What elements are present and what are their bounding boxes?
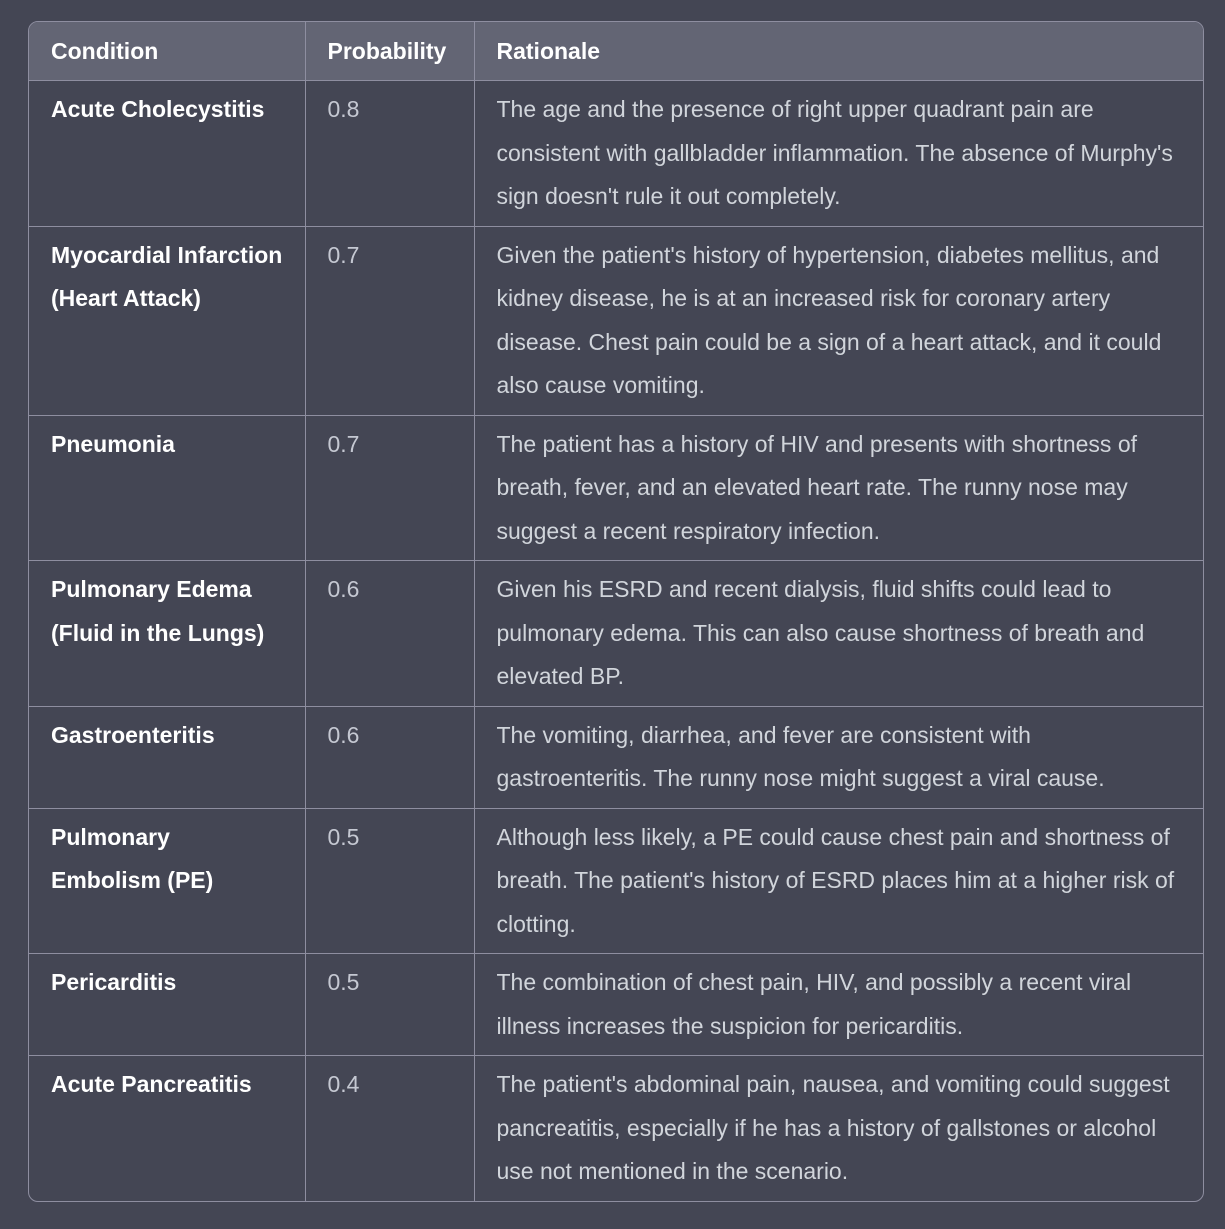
header-condition: Condition — [29, 22, 305, 81]
differential-diagnosis-table-container — [28, 21, 1204, 1202]
table-row — [29, 954, 1203, 1056]
header-probability: Probability — [305, 22, 474, 81]
rationale-cell: Although less likely, a PE could cause chest pain and shortness of breath. The patient's history of ESRD places him at a higher risk of clotting. — [474, 808, 1203, 954]
table-row — [29, 415, 1203, 561]
condition-cell: Acute Pancreatitis — [29, 1056, 305, 1201]
header-row — [29, 22, 1203, 81]
rationale-cell: The patient has a history of HIV and presents with shortness of breath, fever, and an elevated heart rate. The runny nose may suggest a recent respiratory infection. — [474, 415, 1203, 561]
rationale-cell: The vomiting, diarrhea, and fever are consistent with gastroenteritis. The runny nose might suggest a viral cause. — [474, 706, 1203, 808]
probability-cell: 0.5 — [305, 808, 474, 954]
rationale-cell: The age and the presence of right upper quadrant pain are consistent with gallbladder inflammation. The absence of Murphy's sign doesn't rule it out completely. — [474, 81, 1203, 227]
probability-cell: 0.7 — [305, 226, 474, 415]
condition-cell: Pericarditis — [29, 954, 305, 1056]
probability-cell: 0.6 — [305, 561, 474, 707]
condition-cell: Acute Cholecystitis — [29, 81, 305, 227]
probability-cell: 0.7 — [305, 415, 474, 561]
table-row — [29, 81, 1203, 227]
probability-cell: 0.5 — [305, 954, 474, 1056]
table-body — [29, 81, 1203, 1201]
table-row — [29, 561, 1203, 707]
rationale-cell: The patient's abdominal pain, nausea, and vomiting could suggest pancreatitis, especially if he has a history of gallstones or alcohol use not mentioned in the scenario. — [496, 1071, 1170, 1184]
rationale-cell: Given the patient's history of hypertension, diabetes mellitus, and kidney disease, he is at an increased risk for coronary artery disease. Chest pain could be a sign of a heart attack, and it could also cause vomiting. — [474, 226, 1203, 415]
probability-cell: 0.4 — [305, 1056, 474, 1201]
condition-cell: Gastroenteritis — [29, 706, 305, 808]
table-row — [29, 808, 1203, 954]
condition-cell: Pulmonary Embolism (PE) — [29, 808, 305, 954]
probability-cell: 0.6 — [305, 706, 474, 808]
rationale-cell: Given his ESRD and recent dialysis, fluid shifts could lead to pulmonary edema. This can also cause shortness of breath and elevated BP. — [474, 561, 1203, 707]
table-row — [29, 1056, 1203, 1201]
table-row — [29, 226, 1203, 415]
condition-cell: Pulmonary Edema (Fluid in the Lungs) — [29, 561, 305, 707]
header-rationale: Rationale — [474, 22, 1203, 81]
differential-diagnosis-table — [29, 22, 1203, 1201]
rationale-cell: The combination of chest pain, HIV, and possibly a recent viral illness increases the suspicion for pericarditis. — [474, 954, 1203, 1056]
probability-cell: 0.8 — [305, 81, 474, 227]
table-header — [29, 22, 1203, 81]
condition-cell: Myocardial Infarction (Heart Attack) — [29, 226, 305, 415]
table-row — [29, 706, 1203, 808]
condition-cell: Pneumonia — [29, 415, 305, 561]
